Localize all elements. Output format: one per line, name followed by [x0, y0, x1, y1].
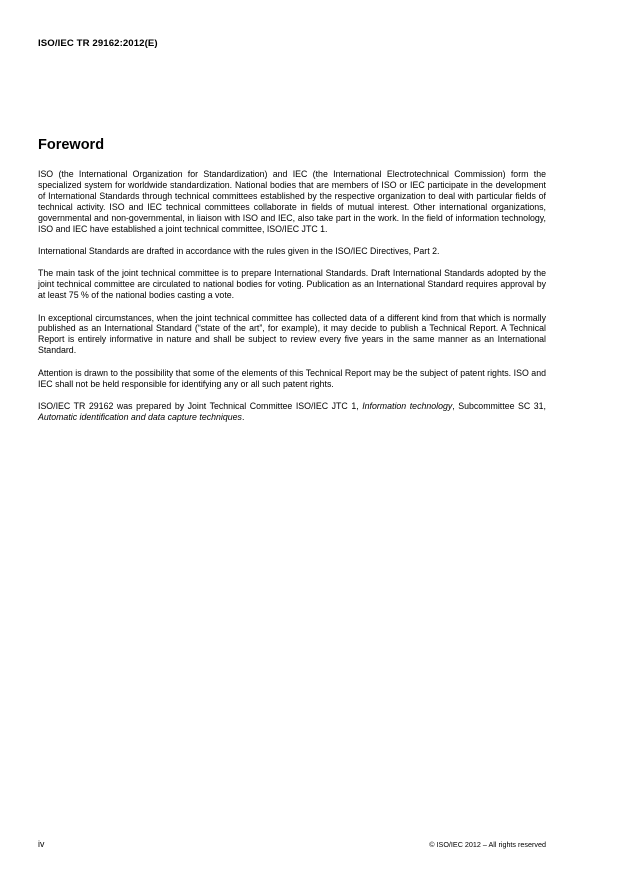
paragraph-organizations: ISO (the International Organization for Standardization) and IEC (the International Electrotechnical Commission) form the specialized system for worldwide standardization. National bodies that are members of ISO or IEC participate in the development of International Standards through technical committees established by the respective organization to deal with particular fields of technical activity. ISO and IEC technical committees collaborate in fields of mutual interest. Other international organizations, governmental and non-governmental, in liaison with ISO and IEC, also take part in the work. In the field of information technology, ISO and IEC have established a joint technical committee, ISO/IEC JTC 1. — [38, 169, 546, 234]
committee-title: Information technology — [362, 401, 453, 411]
paragraph-exceptional-circumstances: In exceptional circumstances, when the joint technical committee has collected data of a different kind from that which is normally published as an International Standard (“state of the art”, for example), it may decide to publish a Technical Report. A Technical Report is entirely informative in nature and shall be subject to review every five years in the same manner as an International Standard. — [38, 312, 546, 356]
foreword-body — [38, 169, 546, 434]
page-number: iv — [38, 839, 45, 849]
preparation-middle: , Subcommittee SC 31, — [452, 401, 546, 411]
paragraph-patent-rights: Attention is drawn to the possibility that some of the elements of this Technical Report may be the subject of patent rights. ISO and IEC shall not be held responsible for identifying any or all such patent rights. — [38, 367, 546, 389]
section-title: Foreword — [38, 137, 105, 153]
preparation-end: . — [241, 411, 245, 422]
paragraph-preparation — [38, 401, 546, 423]
paragraph-directives: International Standards are drafted in accordance with the rules given in the ISO/IEC Directives, Part 2. — [38, 245, 440, 256]
preparation-intro: ISO/IEC TR 29162 was prepared by Joint Technical Committee ISO/IEC JTC 1, — [38, 401, 363, 411]
paragraph-main-task: The main task of the joint technical committee is to prepare International Standards. Draft International Standards adopted by the joint technical committee are circulated to national bodies for voting. Publication as an International Standard requires approval by at least 75 % of the national bodies casting a vote. — [38, 268, 546, 301]
subcommittee-title: Automatic identification and data capture techniques — [38, 411, 242, 422]
copyright-notice: © ISO/IEC 2012 – All rights reserved — [429, 840, 546, 849]
document-identifier: ISO/IEC TR 29162:2012(E) — [38, 38, 158, 49]
